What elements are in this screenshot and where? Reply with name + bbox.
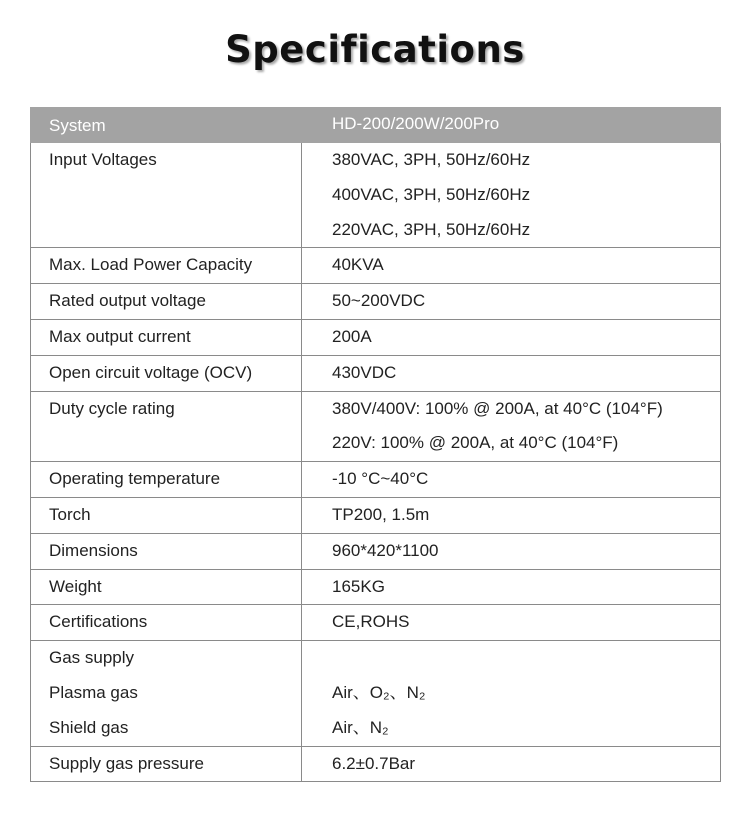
spec-value: 40KVA bbox=[332, 255, 384, 275]
spec-value-cell bbox=[302, 746, 721, 782]
spec-value: 220VAC, 3PH, 50Hz/60Hz bbox=[332, 219, 531, 239]
spec-label-cell bbox=[31, 497, 302, 533]
spec-label bbox=[31, 426, 301, 461]
spec-label-cell bbox=[31, 355, 302, 391]
spec-label-cell bbox=[31, 641, 302, 746]
spec-label-cell bbox=[31, 143, 302, 248]
spec-value: 380VAC, 3PH, 50Hz/60Hz bbox=[332, 150, 531, 169]
spec-value-cell bbox=[302, 319, 721, 355]
spec-value: Air、O₂、N₂ bbox=[332, 682, 426, 702]
header-value-cell bbox=[302, 108, 721, 143]
spec-label: Gas supply bbox=[49, 648, 135, 668]
spec-value-cell bbox=[302, 462, 721, 498]
spec-label: Torch bbox=[49, 504, 91, 524]
spec-value bbox=[302, 641, 720, 676]
spec-value-cell bbox=[302, 355, 721, 391]
spec-value-cell bbox=[302, 284, 721, 320]
spec-label: Max. Load Power Capacity bbox=[49, 255, 253, 275]
table-row bbox=[31, 746, 721, 782]
spec-value-cell bbox=[302, 143, 721, 248]
table-row bbox=[31, 605, 721, 641]
spec-label-cell bbox=[31, 319, 302, 355]
spec-label-cell bbox=[31, 462, 302, 498]
spec-value-cell bbox=[302, 248, 721, 284]
table-row bbox=[31, 143, 721, 248]
spec-label: Max output current bbox=[49, 326, 191, 346]
table-header-row bbox=[31, 108, 721, 143]
spec-value-cell bbox=[302, 497, 721, 533]
table-row bbox=[31, 569, 721, 605]
spec-label-cell bbox=[31, 533, 302, 569]
header-value: HD-200/200W/200Pro bbox=[332, 114, 500, 133]
table-row bbox=[31, 497, 721, 533]
spec-value-cell bbox=[302, 641, 721, 746]
spec-value-cell bbox=[302, 533, 721, 569]
table-row bbox=[31, 462, 721, 498]
spec-label-cell bbox=[31, 605, 302, 641]
table-row bbox=[31, 391, 721, 462]
spec-label-cell bbox=[31, 746, 302, 782]
spec-label: Duty cycle rating bbox=[49, 398, 175, 418]
spec-label: Operating temperature bbox=[49, 469, 221, 489]
spec-label-cell bbox=[31, 248, 302, 284]
spec-value: CE,ROHS bbox=[332, 612, 410, 632]
specifications-table bbox=[30, 107, 721, 782]
spec-value-cell bbox=[302, 569, 721, 605]
spec-label bbox=[31, 178, 301, 213]
spec-label: Weight bbox=[49, 576, 102, 596]
spec-value: 220V: 100% @ 200A, at 40°C (104°F) bbox=[332, 433, 619, 453]
spec-label: Shield gas bbox=[49, 717, 129, 737]
spec-value: 6.2±0.7Bar bbox=[332, 753, 416, 773]
spec-label: Rated output voltage bbox=[49, 291, 206, 311]
spec-label: Dimensions bbox=[49, 540, 138, 560]
spec-label: Open circuit voltage (OCV) bbox=[49, 362, 253, 382]
spec-label-cell bbox=[31, 391, 302, 462]
table-row bbox=[31, 641, 721, 746]
spec-value: 50~200VDC bbox=[332, 291, 426, 311]
spec-label-cell bbox=[31, 284, 302, 320]
table-row bbox=[31, 355, 721, 391]
table-row bbox=[31, 533, 721, 569]
spec-label-cell bbox=[31, 569, 302, 605]
spec-label: Supply gas pressure bbox=[49, 753, 204, 773]
spec-value: 430VDC bbox=[332, 362, 397, 382]
spec-label: Certifications bbox=[49, 612, 148, 632]
spec-value-cell bbox=[302, 391, 721, 462]
header-label: System bbox=[49, 116, 106, 135]
spec-value: 380V/400V: 100% @ 200A, at 40°C (104°F) bbox=[332, 398, 663, 418]
spec-value: 400VAC, 3PH, 50Hz/60Hz bbox=[332, 184, 531, 204]
table-row bbox=[31, 248, 721, 284]
spec-label bbox=[31, 213, 301, 248]
spec-value: 960*420*1100 bbox=[332, 540, 439, 560]
spec-value: TP200, 1.5m bbox=[332, 504, 430, 524]
table-row bbox=[31, 284, 721, 320]
spec-value: -10 °C~40°C bbox=[332, 469, 429, 489]
table-row bbox=[31, 319, 721, 355]
spec-value: 165KG bbox=[332, 576, 385, 596]
page-title: Specifications bbox=[225, 28, 525, 71]
spec-value: Air、N₂ bbox=[332, 717, 389, 737]
spec-label: Plasma gas bbox=[49, 682, 138, 702]
spec-value-cell bbox=[302, 605, 721, 641]
spec-value: 200A bbox=[332, 326, 372, 346]
spec-label: Input Voltages bbox=[49, 150, 157, 169]
header-label-cell bbox=[31, 108, 302, 143]
